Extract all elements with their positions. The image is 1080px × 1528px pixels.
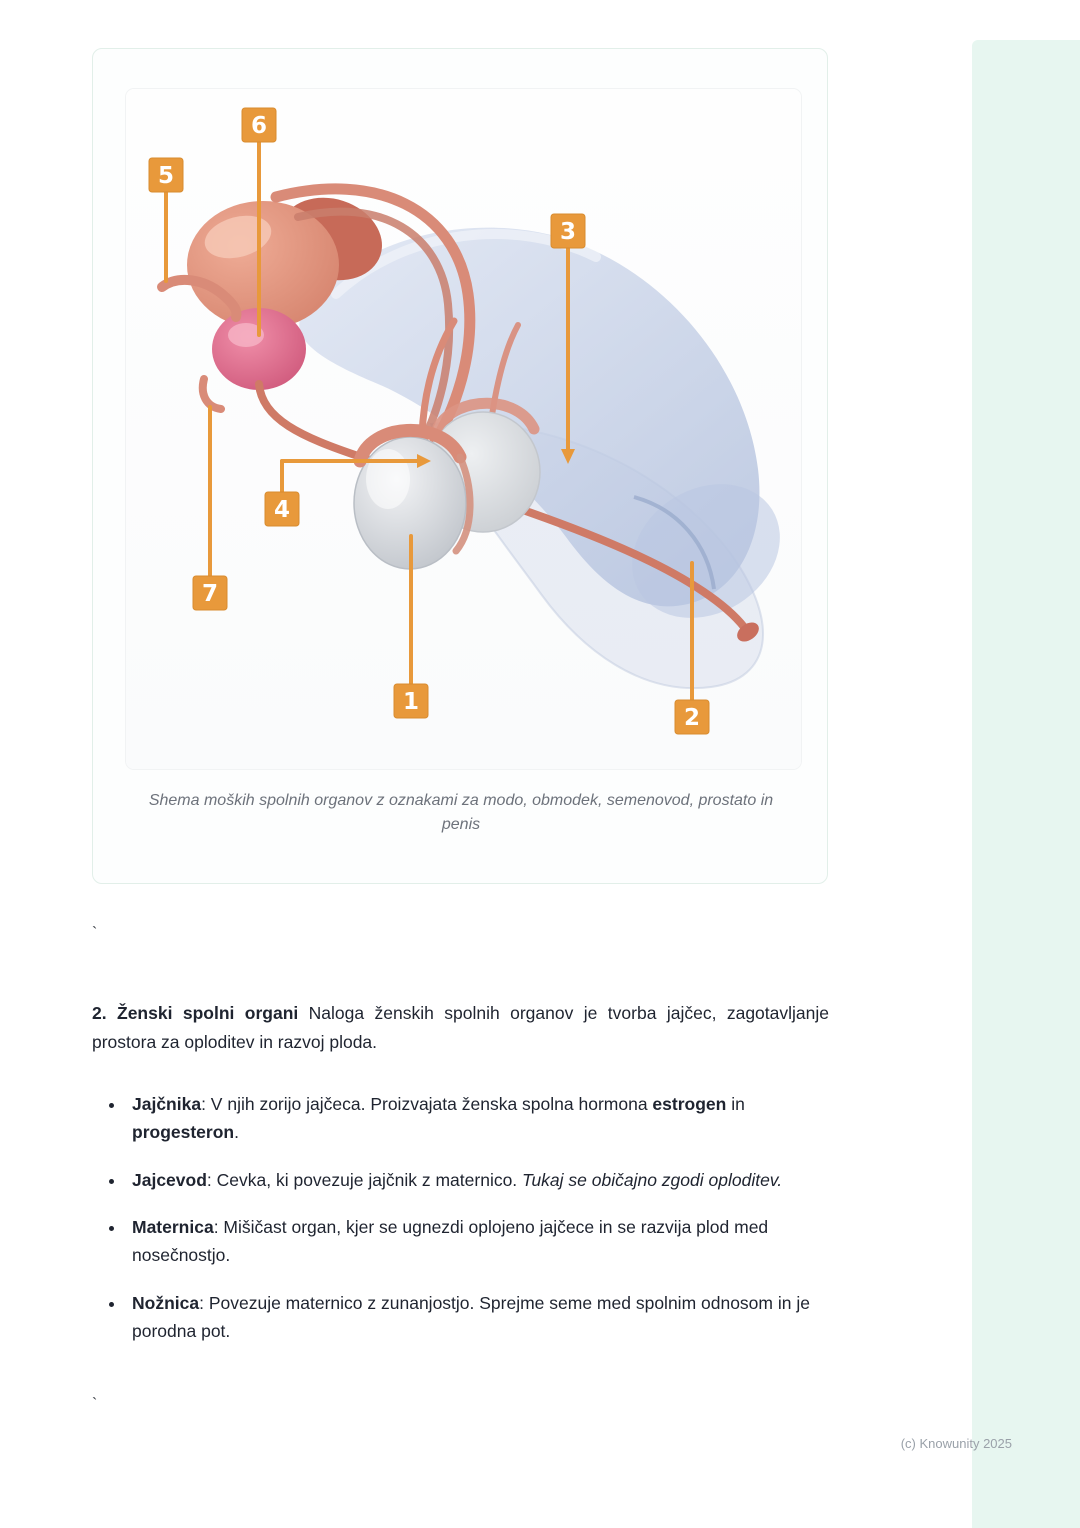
- anatomy-illustration-svg: [126, 89, 801, 769]
- label-7-number: 7: [201, 581, 219, 607]
- list-item: • Jajcevod: Cevka, ki povezuje jajčnik z maternico. Tukaj se običajno zgodi oploditev.: [126, 1166, 829, 1194]
- right-sidebar-strip: [972, 40, 1080, 1528]
- list-item: • Maternica: Mišičast organ, kjer se ugnezdi oplojeno jajčece in se razvija plod med nosečnostjo.: [126, 1213, 829, 1270]
- bullet-list: [100, 1090, 829, 1364]
- list-item: • Nožnica: Povezuje maternico z zunanjostjo. Sprejme seme med spolnim odnosom in je porodna pot.: [126, 1289, 829, 1346]
- section-heading-rest: Naloga ženskih spolnih organov je tvorba jajčec, zagotavljanje prostora za oploditev in razvoj ploda.: [92, 1003, 829, 1052]
- figure-caption-text: Shema moških spolnih organov z oznakami za modo, obmodek, semenovod, prostato in penis: [148, 792, 774, 833]
- stray-backtick-bottom: `: [92, 1396, 98, 1413]
- copyright-notice: (c) Knowunity 2025: [900, 1436, 1012, 1451]
- label-4-number: 4: [273, 497, 291, 523]
- label-5-number: 5: [157, 163, 175, 189]
- list-item: • Jajčnika: V njih zorijo jajčeca. Proizvajata ženska spolna hormona estrogen in progesteron.: [126, 1090, 829, 1147]
- section-heading-bold: 2. Ženski spolni organi: [92, 1003, 299, 1023]
- section-heading-paragraph: [92, 999, 829, 1057]
- label-5: [149, 158, 183, 281]
- label-2-number: 2: [683, 705, 701, 731]
- anatomy-figure-card: [92, 48, 828, 884]
- label-3-number: 3: [559, 219, 577, 245]
- figure-caption: [93, 789, 829, 837]
- label-6-number: 6: [250, 113, 268, 139]
- label-1-number: 1: [402, 689, 420, 715]
- stray-backtick-top: `: [92, 925, 98, 942]
- anatomy-illustration: [126, 89, 801, 769]
- label-7: [193, 407, 227, 610]
